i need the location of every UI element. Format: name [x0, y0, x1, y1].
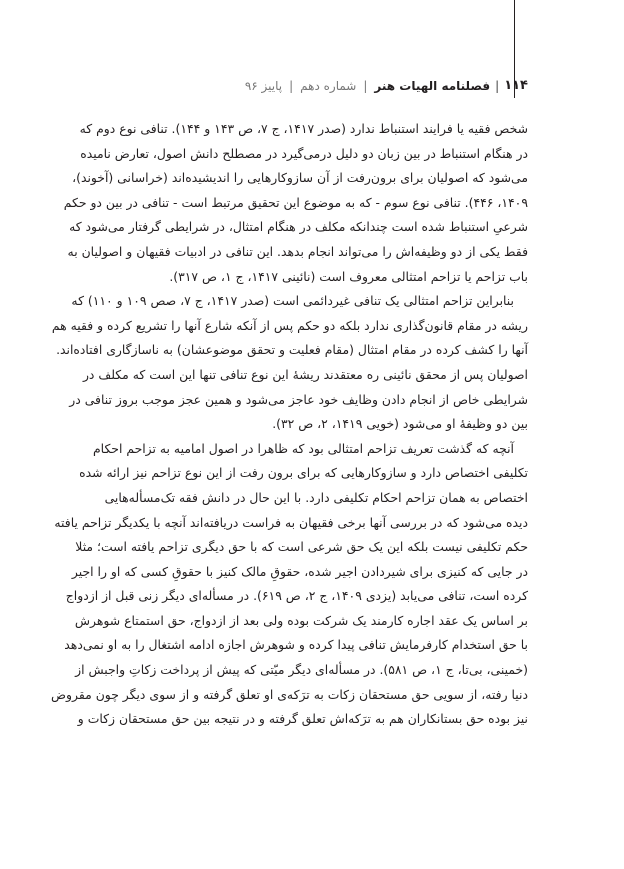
text-line: اصولیان پس از محقق نائینی ره معتقدند ریشهٔ این نوع تنافی تنها این است که مکلف در — [82, 366, 528, 382]
text-line: در جایی که کنیزی برای شیردادن اجیر شده، حقوقِ مالک کنیز با حقوقِ کسی که او را اجیر — [71, 563, 528, 579]
text-line: شرایطی خاص از انجام دادن وظایف خود عاجز می‌شود و همین عجز موجب بروز تنافی در — [69, 391, 528, 407]
text-line: شرعیِ استنباط شده است چندانکه مکلف در هنگام امتثال، در شرایطی گرفتار می‌شود که — [69, 219, 528, 235]
text-line: حکم تکلیفی نیست بلکه این یک حق شرعی است که با حق دیگری تزاحم یافته است؛ مثلا — [75, 539, 528, 555]
text-line: ۱۴۰۹، ۴۴۶). تنافی نوع سوم - که به موضوع این تحقیق مرتبط است - تنافی در بین دو حکم — [63, 194, 528, 210]
running-header — [100, 78, 528, 94]
text-line: اختصاص به همان تزاحم احکام تکلیفی دارد. با این حال در دانش فقه تک‌مسأله‌هایی — [104, 489, 528, 505]
text-line: بر اساس یک عقد اجاره کارمند یک شرکت بوده ولی بعد از ازدواج، حق استمتاع شوهرش — [74, 612, 528, 628]
text-line: در هنگام استنباط در بین زبان دو دلیل درمی‌گیرد در مصطلح دانش اصول، تعارض نامیده — [80, 145, 528, 161]
text-line: می‌شود که اصولیان برای برون‌رفت از آن سازوکارهایی را اندیشیده‌اند (خراسانی (آخوند)، — [72, 170, 528, 186]
text-line: بین دو وظیفهٔ او می‌شود (خویی ۱۴۱۹، ۲، ص ۳۲). — [272, 416, 528, 432]
text-line: کرده است، تنافی می‌یابد (یزدی ۱۴۰۹، ج ۲، ص ۶۱۹). در مسأله‌ای دیگر زنی قبل از ازدواج — [65, 588, 528, 604]
issue-number: شماره دهم — [300, 79, 357, 93]
paragraph-start-line: آنچه که گذشت تعریف تزاحم امتثالی بود که ظاهرا در اصول امامیه به تزاحم احکام — [93, 440, 514, 456]
text-line: نیز بوده حق بستانکاران هم به ترَکه‌اش تعلق گرفته و در نتیجه بین حق مستحقان زکات و — [77, 711, 528, 727]
text-line: با حق استخدام کارفرمایش تنافی پیدا کرده و شوهرش اجازه ادامه اشتغال را به او نمی‌دهد — [64, 637, 528, 653]
header-separator-bar: | — [495, 79, 500, 93]
text-line: باب تزاحم یا تزاحم امتثالی معروف است (نائینی ۱۴۱۷، ج ۱، ص ۳۱۷). — [169, 268, 528, 284]
text-line: آنها را کشف کرده در مقام امتثال (مقام فعلیت و تحقق موضوعشان) به ناسازگاری افتاده‌اند. — [56, 342, 528, 358]
header-pipe-2: | — [289, 79, 294, 93]
issue-season: پاییز ۹۶ — [244, 79, 283, 93]
journal-name: فصلنامه الهیات هنر — [374, 79, 491, 93]
text-line: دنیا رفته، از سویی حق مستحقان زکات به ترَکه‌ی او تعلق گرفته و از سوی دیگر چون مقروض — [51, 686, 528, 702]
text-line: (خمینی، بی‌تا، ج ۱، ص ۵۸۱). در مسأله‌ای دیگر میّتی که پیش از پرداخت زکاتِ واجبش از — [75, 662, 528, 678]
paragraph-start-line: بنابراین تزاحم امتثالی یک تنافی غیردائمی است (صدر ۱۴۱۷، ج ۷، صص ۱۰۹ و ۱۱۰) که — [71, 293, 514, 309]
header-pipe-1: | — [363, 79, 368, 93]
text-line: تکلیفی اختصاص دارد و سازوکارهایی که برای برون رفت از این نوع تزاحم نیز ارائه شده — [79, 465, 528, 481]
text-line: ریشه در مقام قانون‌گذاری ندارد بلکه دو حکم پس از آنکه شارع آنها را تشریع کرده و فقیه هم — [51, 317, 528, 333]
body-text — [51, 117, 528, 732]
text-line: شخص فقیه یا فرایند استنباط ندارد (صدر ۱۴۱۷، ج ۷، ص ۱۴۳ و ۱۴۴). تنافی نوع دوم که — [79, 121, 528, 136]
text-line: دیده می‌شود که در بررسی آنها برخی فقیهان به فراست دریافته‌اند آنچه با یکدیگر تزاحم یافته — [54, 514, 528, 530]
page-number: ۱۱۴ — [504, 78, 528, 93]
text-line: فقط یکی از دو وظیفه‌اش را می‌تواند انجام بدهد. این تنافی در ادبیات فقیهان و اصولیان به — [67, 243, 528, 259]
